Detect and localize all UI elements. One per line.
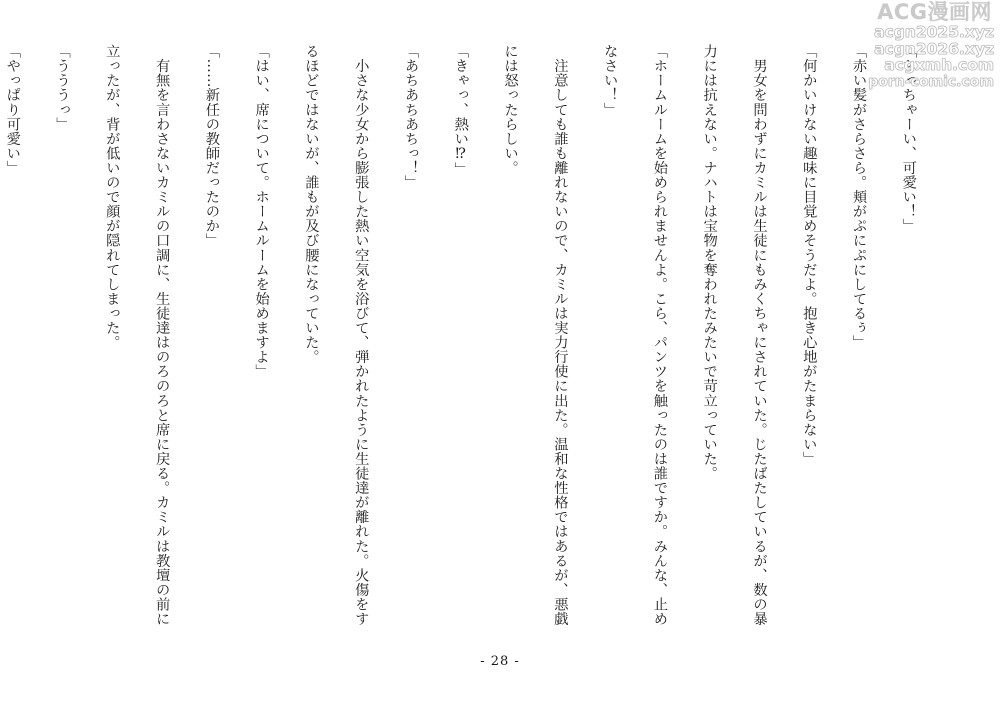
text-line: 小さな少女から膨張した熱い空気を浴びて、弾かれたように生徒達が離れた。火傷をす bbox=[353, 44, 370, 626]
text-line: 「赤い髪がさらさら。頬がぷにぷにしてるぅ」 bbox=[851, 44, 868, 350]
text-line: 「何かいけない趣味に目覚めそうだよ。抱き心地がたまらない」 bbox=[801, 44, 818, 466]
text-line: 「ちっちゃーい、可愛い！」 bbox=[900, 44, 917, 234]
site-watermark bbox=[842, 2, 994, 90]
text-line: 立ったが、背が低いので顔が隠れてしまった。 bbox=[104, 44, 121, 350]
page-number: - 28 - bbox=[480, 654, 520, 669]
text-line: 「あちあちあちっ！」 bbox=[403, 44, 419, 190]
text-line: 有無を言わさないカミルの口調に、生徒達はのろのろと席に戻る。カミルは教壇の前に bbox=[154, 44, 171, 626]
watermark-url: acgn2026.xyz bbox=[874, 39, 994, 58]
vertical-text-body bbox=[4, 44, 950, 644]
text-line: には怒ったらしい。 bbox=[502, 44, 519, 175]
text-line: 「やっぱり可愛い」 bbox=[4, 44, 21, 175]
text-line: 「ホームルームを始められませんよ。こら、パンツを触ったのは誰ですか。みんな、止め bbox=[651, 44, 668, 626]
text-line: るほどではないが、誰もが及び腰になっていた。 bbox=[303, 44, 320, 365]
text-line: 男女を問わずにカミルは生徒にもみくちゃにされていた。じたばたしているが、数の暴 bbox=[751, 44, 768, 626]
text-line: 力には抗えない。ナハトは宝物を奪われたみたいで苛立っていた。 bbox=[701, 44, 718, 481]
text-line: 「きゃっ、熱い⁉」 bbox=[452, 44, 469, 177]
watermark-logo: ACG漫画网 bbox=[877, 0, 992, 24]
text-line: 「はい、席について。ホームルームを始めますよ」 bbox=[253, 44, 270, 379]
text-line: なさい！」 bbox=[602, 44, 619, 117]
text-line: 「……新任の教師だったのか」 bbox=[203, 44, 220, 248]
watermark-url: acgn2025.xyz bbox=[874, 23, 994, 41]
text-line: 注意しても誰も離れないので、カミルは実力行使に出た。温和な性格ではあるが、悪戯 bbox=[552, 44, 569, 626]
text-line: 「うううっ」 bbox=[54, 44, 71, 132]
watermark-url: acgxmh.com bbox=[884, 56, 994, 74]
watermark-url: porn-comic.com bbox=[868, 73, 994, 90]
